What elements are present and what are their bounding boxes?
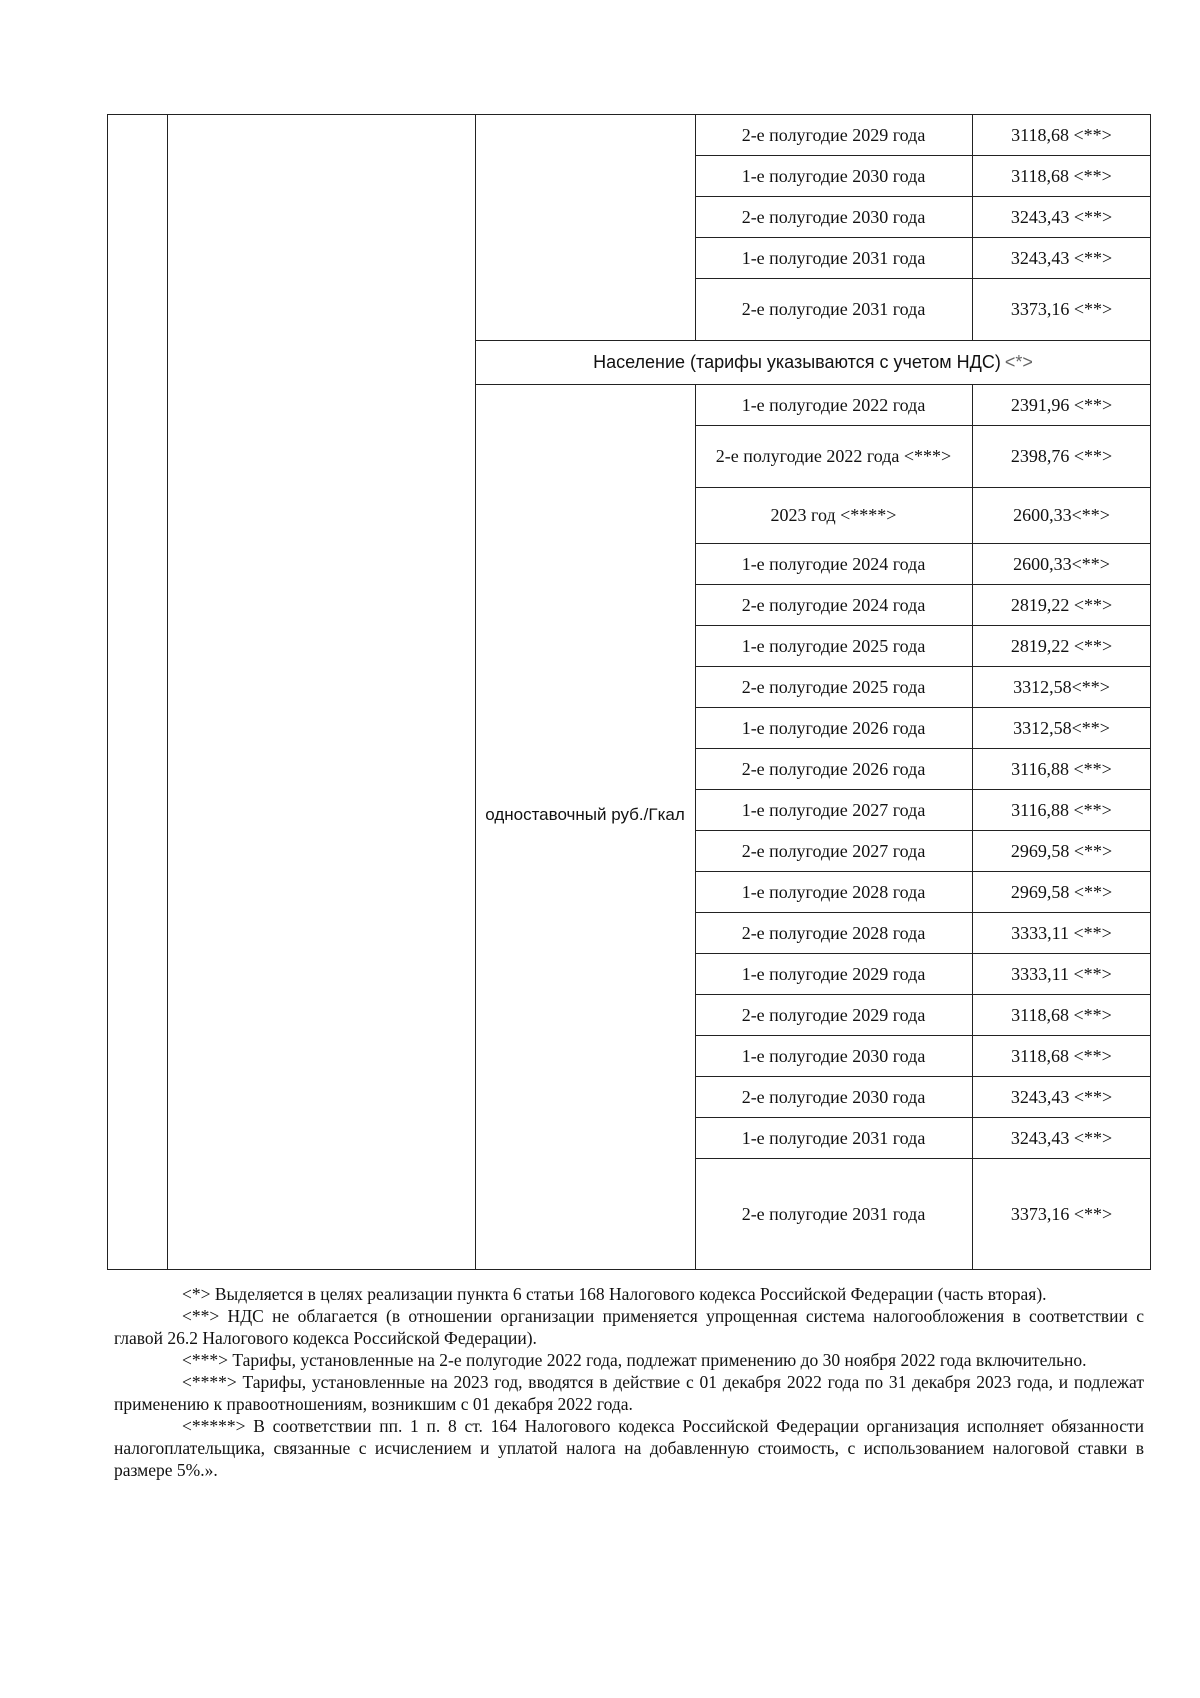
value-cell: 3118,68 <**> [1011, 1045, 1112, 1066]
period-cell: 2023 год <****> [770, 505, 897, 525]
value-cell: 3333,11 <**> [1011, 963, 1112, 984]
value-cell: 3118,68 <**> [1011, 1004, 1112, 1025]
period-cell: 1-е полугодие 2031 года [741, 1127, 926, 1148]
period-cell: 1-е полугодие 2030 года [741, 1045, 926, 1066]
period-cell: 2-е полугодие 2022 года <***> [715, 446, 952, 466]
period-cell: 2-е полугодие 2024 года [741, 594, 926, 615]
footnote-4: <****> Тарифы, установленные на 2023 год, вводятся в действие с 01 декабря 2022 года по 31 декабря 2023 года, и подлежат применению к правоотношениям, возникшим с 01 декабря 2022 года. [114, 1372, 1144, 1414]
period-cell: 2-е полугодие 2025 года [741, 676, 926, 697]
value-cell: 3243,43 <**> [1010, 247, 1113, 268]
period-cell: 1-е полугодие 2027 года [741, 799, 926, 820]
period-cell: 1-е полугодие 2028 года [741, 881, 926, 902]
value-cell: 2819,22 <**> [1010, 594, 1113, 615]
value-cell: 3373,16 <**> [1010, 1204, 1113, 1224]
section-header [475, 340, 1151, 384]
footnote-3: <***> Тарифы, установленные на 2-е полугодие 2022 года, подлежат применению до 30 ноября 2022 года включительно. [182, 1350, 1087, 1370]
value-cell: 3116,88 <**> [1011, 799, 1112, 820]
unit-label: одноставочный руб./Гкал [485, 805, 685, 824]
period-cell: 2-е полугодие 2031 года [741, 1204, 926, 1224]
footnote-2: <**> НДС не облагается (в отношении организации применяется упрощенная система налогообложения в соответствии с главой 26.2 Налогового кодекса Российской Федерации). [114, 1306, 1144, 1348]
column-divider-1 [167, 114, 168, 1270]
period-cell: 1-е полугодие 2029 года [741, 963, 926, 984]
value-cell: 3118,68 <**> [1011, 165, 1112, 186]
column-divider-2 [475, 114, 476, 1270]
value-cell: 2600,33<**> [1013, 553, 1110, 574]
period-cell: 1-е полугодие 2022 года [741, 394, 926, 415]
value-cell: 2600,33<**> [1013, 505, 1110, 525]
period-cell: 1-е полугодие 2025 года [741, 635, 926, 656]
tariff-table [107, 114, 1151, 1270]
period-cell: 2-е полугодие 2029 года [741, 1004, 926, 1025]
table-border-left [107, 114, 108, 1270]
value-cell: 2969,58 <**> [1010, 840, 1113, 861]
period-cell: 2-е полугодие 2030 года [741, 206, 926, 227]
period-cell: 2-е полугодие 2029 года [741, 124, 926, 145]
value-cell: 2969,58 <**> [1010, 881, 1113, 902]
period-cell: 2-е полугодие 2031 года [741, 299, 926, 319]
value-cell: 2391,96 <**> [1010, 394, 1113, 415]
period-cell: 1-е полугодие 2030 года [741, 165, 926, 186]
value-cell: 3116,88 <**> [1011, 758, 1112, 779]
section-header-mark: <*> [1004, 351, 1033, 372]
period-cell: 1-е полугодие 2031 года [741, 247, 926, 268]
period-cell: 1-е полугодие 2026 года [741, 717, 926, 738]
period-cell: 1-е полугодие 2024 года [741, 553, 926, 574]
value-cell: 3312,58<**> [1013, 676, 1110, 697]
period-cell: 2-е полугодие 2030 года [741, 1086, 926, 1107]
value-cell: 3243,43 <**> [1010, 1086, 1113, 1107]
value-cell: 3312,58<**> [1013, 717, 1110, 738]
period-cell: 2-е полугодие 2028 года [741, 922, 926, 943]
section-header-text: Население (тарифы указываются с учетом НДС) [593, 351, 1001, 372]
period-cell: 2-е полугодие 2027 года [741, 840, 926, 861]
value-cell: 3243,43 <**> [1010, 1127, 1113, 1148]
period-cell: 2-е полугодие 2026 года [741, 758, 926, 779]
footnotes [114, 1283, 1144, 1481]
value-cell: 2398,76 <**> [1010, 446, 1113, 466]
value-cell: 3373,16 <**> [1010, 299, 1113, 319]
value-cell: 2819,22 <**> [1010, 635, 1113, 656]
footnote-1: <*> Выделяется в целях реализации пункта 6 статьи 168 Налогового кодекса Российской Федерации (часть вторая). [182, 1284, 1047, 1304]
footnote-5: <*****> В соответствии пп. 1 п. 8 ст. 164 Налогового кодекса Российской Федерации организация исполняет обязанности налогоплательщика, связанные с исчислением и уплатой налога на добавленную стоимость, с использованием налоговой ставки в размере 5%.». [114, 1416, 1144, 1480]
value-cell: 3243,43 <**> [1010, 206, 1113, 227]
value-cell: 3118,68 <**> [1011, 124, 1112, 145]
value-cell: 3333,11 <**> [1011, 922, 1112, 943]
